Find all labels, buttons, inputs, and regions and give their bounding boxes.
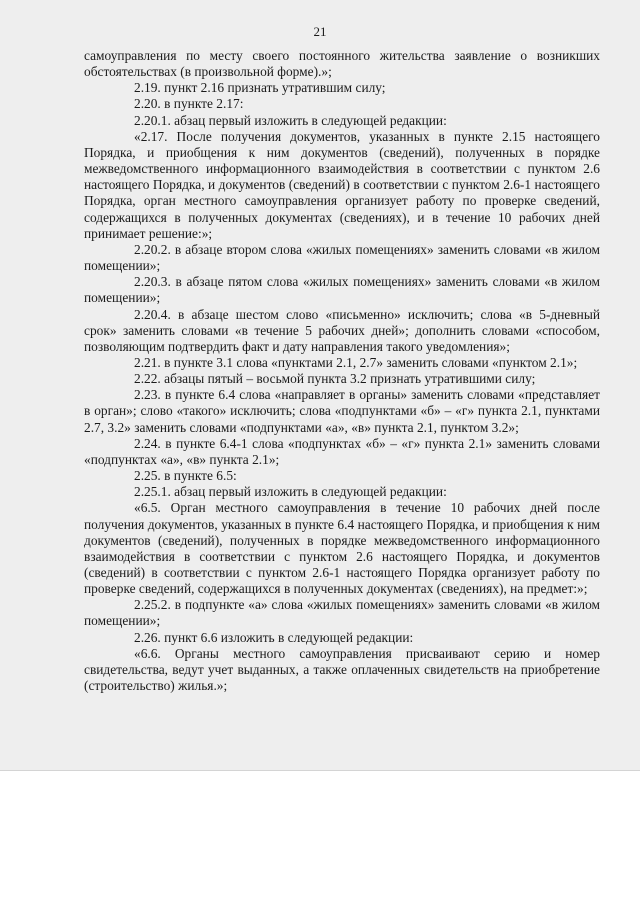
paragraph: 2.25.1. абзац первый изложить в следующей редакции: bbox=[134, 484, 447, 500]
paragraph: 2.20.2. в абзаце втором слова «жилых помещениях» заменить словами «в жилом помещении»; bbox=[84, 241, 600, 274]
paragraph: 2.20.3. в абзаце пятом слова «жилых помещениях» заменить словами «в жилом помещении»; bbox=[84, 274, 600, 306]
paragraph: 2.25.2. в подпункте «а» слова «жилых помещениях» заменить словами «в жилом помещении»; bbox=[84, 597, 600, 629]
paragraph: «6.6. Органы местного самоуправления присваивают серию и номер свидетельства, ведут учет выданных, а также оплаченных свидетельств на приобретение (строительство) жилья.»; bbox=[84, 645, 600, 694]
paragraph: «6.5. Орган местного самоуправления в течение 10 рабочих дней после получения документов, указанных в пункте 6.4 настоящего Порядка, и приобщения к ним документов (сведений), полученных в порядке межведомственного информационного взаимодействия в соответствии с пунктом 2.6 настоящего Порядка, и документов (сведений) в соответствии с пунктом 2.6-1 настоящего Порядка организует работу по проверке сведений, содержащихся в полученных документах (сведениях), на предмет:»; bbox=[84, 500, 600, 597]
paragraph: 2.20.1. абзац первый изложить в следующей редакции: bbox=[134, 112, 447, 128]
paragraph: 2.23. в пункте 6.4 слова «направляет в органы» заменить словами «представляет в орган»; слово «такого» исключить; слова «подпунктами «б» – «г» пункта 2.1, пунктами 2.7, 3.2» заменить словами «подпунктами «а», «в» пункта 2.1, пунктом 3.2»; bbox=[84, 387, 600, 435]
paragraph: 2.20. в пункте 2.17: bbox=[134, 96, 244, 112]
paragraph: 2.22. абзацы пятый – восьмой пункта 3.2 признать утратившими силу; bbox=[134, 371, 536, 387]
paragraph: 2.20.4. в абзаце шестом слово «письменно» исключить; слова «в 5-дневный срок» заменить словами «в течение 5 рабочих дней»; дополнить словами «способом, позволяющим подтвердить факт и дату направления такого уведомления»; bbox=[84, 306, 600, 354]
paragraph: 2.21. в пункте 3.1 слова «пунктами 2.1, 2.7» заменить словами «пунктом 2.1»; bbox=[134, 354, 578, 370]
paragraph: самоуправления по месту своего постоянного жительства заявление о возникших обстоятельствах (в произвольной форме).»; bbox=[84, 48, 600, 80]
page-number: 21 bbox=[313, 24, 327, 39]
paragraph: 2.25. в пункте 6.5: bbox=[134, 468, 237, 484]
document-body bbox=[84, 48, 600, 694]
paragraph: 2.26. пункт 6.6 изложить в следующей редакции: bbox=[134, 629, 414, 645]
paragraph: 2.24. в пункте 6.4-1 слова «подпунктах «б» – «г» пункта 2.1» заменить словами «подпунктах «а», «в» пункта 2.1»; bbox=[84, 435, 600, 467]
paragraph: «2.17. После получения документов, указанных в пункте 2.15 настоящего Порядка, и приобщения к ним документов (сведений), полученных в порядке межведомственного информационного взаимодействия в соответствии с пунктом 2.6 настоящего Порядка, и документов (сведений) в соответствии с пунктом 2.6-1 настоящего Порядка, орган местного самоуправления организует работу по проверке сведений, содержащихся в полученных документах (сведениях), и в течение 10 рабочих дней принимает решение:»; bbox=[84, 128, 600, 241]
paragraph: 2.19. пункт 2.16 признать утратившим силу; bbox=[134, 80, 386, 96]
